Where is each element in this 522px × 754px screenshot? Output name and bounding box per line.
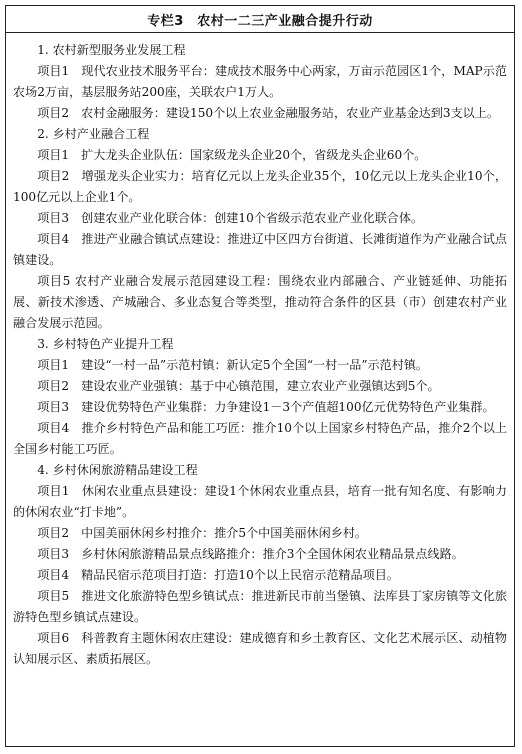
project-item: 项目2 建设农业产业强镇：基于中心镇范围，建立农业产业强镇达到5个。: [37, 379, 440, 393]
project-item: 项目1 扩大龙头企业队伍：国家级龙头企业20个，省级龙头企业60个。: [37, 148, 427, 162]
project-item: 项目3 乡村休闲旅游精品景点线路推介：推介3个全国休闲农业精品景点线路。: [37, 547, 464, 561]
project-item: 项目4 推介乡村特色产品和能工巧匠：推介10个以上国家乡村特色产品，推介2个以上全国乡村能工巧匠。: [13, 421, 507, 456]
project-item: 项目1 休闲农业重点县建设：建设1个休闲农业重点县，培育一批有知名度、有影响力的休闲农业“打卡地”。: [13, 484, 507, 519]
feature-box: [5, 5, 515, 747]
section-heading: 4. 乡村休闲旅游精品建设工程: [37, 463, 198, 477]
project-item: 项目4 推进产业融合镇试点建设：推进辽中区四方台街道、长滩街道作为产业融合试点镇建设。: [13, 232, 507, 267]
box-content: [6, 33, 514, 670]
project-item: 项目4 精品民宿示范项目打造：打造10个以上民宿示范精品项目。: [37, 568, 399, 582]
project-item: 项目6 科普教育主题休闲农庄建设：建成德育和乡土教育区、文化艺术展示区、动植物认知展示区、素质拓展区。: [13, 631, 507, 666]
project-item: 项目3 创建农业产业化联合体：创建10个省级示范农业产业化联合体。: [37, 211, 424, 225]
project-item: 项目3 建设优势特色产业集群：力争建设1－3个产值超100亿元优势特色产业集群。: [37, 400, 495, 414]
project-item: 项目2 增强龙头企业实力：培育亿元以上龙头企业35个，10亿元以上龙头企业10个，100亿元以上企业1个。: [13, 169, 507, 204]
section-heading: 1. 农村新型服务业发展工程: [37, 43, 186, 57]
section-heading: 2. 乡村产业融合工程: [37, 127, 150, 141]
project-item: 项目1 建设“一村一品”示范村镇：新认定5个全国“一村一品”示范村镇。: [37, 358, 429, 372]
project-item: 项目2 中国美丽休闲乡村推介：推介5个中国美丽休闲乡村。: [37, 526, 368, 540]
project-item: 项目1 现代农业技术服务平台：建成技术服务中心两家，万亩示范园区1个，MAP示范农场2万亩，基层服务站200座，关联农户1万人。: [13, 64, 507, 99]
section-heading: 3. 乡村特色产业提升工程: [37, 337, 174, 351]
project-item: 项目5 农村产业融合发展示范园建设工程：围绕农业内部融合、产业链延伸、功能拓展、新技术渗透、产城融合、多业态复合等类型，推动符合条件的区县（市）创建农村产业融合发展示范园。: [13, 274, 507, 330]
box-title: 专栏3 农村一二三产业融合提升行动: [6, 6, 514, 33]
project-item: 项目5 推进文化旅游特色型乡镇试点：推进新民市前当堡镇、法库县丁家房镇等文化旅游特色型乡镇试点建设。: [13, 589, 507, 624]
project-item: 项目2 农村金融服务：建设150个以上农业金融服务站，农业产业基金达到3支以上。: [37, 106, 499, 120]
